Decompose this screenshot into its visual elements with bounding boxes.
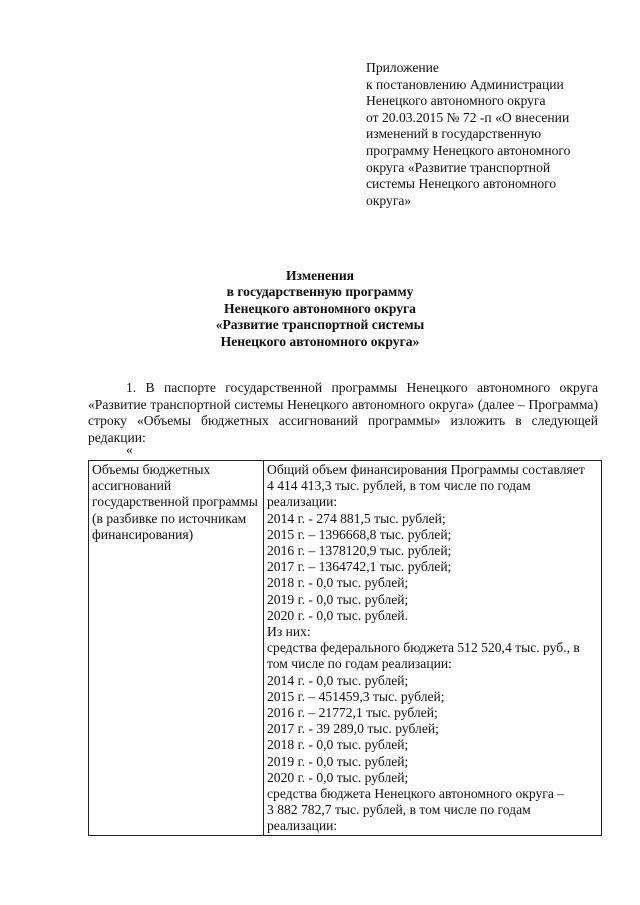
row-value-cell [264,461,602,836]
value-line: 2019 г. - 0,0 тыс. рублей; [267,753,409,769]
appendix-line: округа» [366,192,412,208]
row-label-cell: Объемы бюджетных ассигнований государственной программы (в разбивке по источникам финансирования) [89,461,264,836]
appendix-line: к постановлению Администрации [366,76,564,92]
document-title [120,268,520,350]
value-line: Общий объем финансирования Программы составляет [267,462,585,477]
value-line: Из них: [267,624,311,640]
value-line: 4 414 413,3 тыс. рублей, в том числе по годам [267,478,531,494]
title-line: в государственную программу [226,284,414,300]
value-line: 2018 г. - 0,0 тыс. рублей; [267,737,409,753]
intro-section [88,380,598,446]
appendix-line: изменений в государственную [366,126,542,142]
title-line: «Развитие транспортной системы [215,317,425,333]
budget-table [88,460,602,836]
value-line: 2015 г. – 451459,3 тыс. рублей; [267,688,445,704]
appendix-line: Ненецкого автономного округа [366,93,546,109]
appendix-line: системы Ненецкого автономного [366,176,557,192]
value-line: реализации: [267,818,338,834]
appendix-line: округа «Развитие транспортной [366,159,551,175]
appendix-line: от 20.03.2015 № 72 -п «О внесении [366,109,570,125]
title-line: Изменения [285,268,355,283]
value-line: реализации: [267,494,338,510]
value-line: 2016 г. – 1378120,9 тыс. рублей; [267,543,452,559]
value-line: 2016 г. – 21772,1 тыс. рублей; [267,705,438,721]
value-line: 2019 г. - 0,0 тыс. рублей; [267,591,409,607]
value-line: средства бюджета Ненецкого автономного округа – [267,786,565,802]
value-line: 2017 г. - 39 289,0 тыс. рублей; [267,721,439,737]
title-line: Ненецкого автономного округа» [220,333,420,349]
value-line: средства федерального бюджета 512 520,4 тыс. руб., в [267,640,580,656]
value-line: 2020 г. - 0,0 тыс. рублей; [267,769,409,785]
value-line: том числе по годам реализации: [267,656,452,672]
table-row [89,461,602,836]
value-line: 2017 г. – 1364742,1 тыс. рублей; [267,559,452,575]
appendix-line: программу Ненецкого автономного [366,142,571,158]
title-line: Ненецкого автономного округа [224,300,416,316]
appendix-header [366,60,628,209]
value-line: 2014 г. - 0,0 тыс. рублей; [267,672,409,688]
value-line: 2014 г. - 274 881,5 тыс. рублей; [267,510,446,526]
value-line: 2015 г. – 1396668,8 тыс. рублей; [267,526,452,542]
opening-quote: « [126,442,133,457]
value-line: 2018 г. - 0,0 тыс. рублей; [267,575,409,591]
value-line: 2020 г. - 0,0 тыс. рублей. [267,607,408,623]
intro-paragraph: 1. В паспорте государственной программы Ненецкого автономного округа «Развитие транспортной системы Ненецкого автономного округа» (далее – Программа) строку «Объемы бюджетных ассигнований программы» изложить в следующей редакции: [88,380,598,445]
appendix-line: Приложение [366,60,439,75]
value-line: 3 882 782,7 тыс. рублей, в том числе по годам [267,802,531,818]
